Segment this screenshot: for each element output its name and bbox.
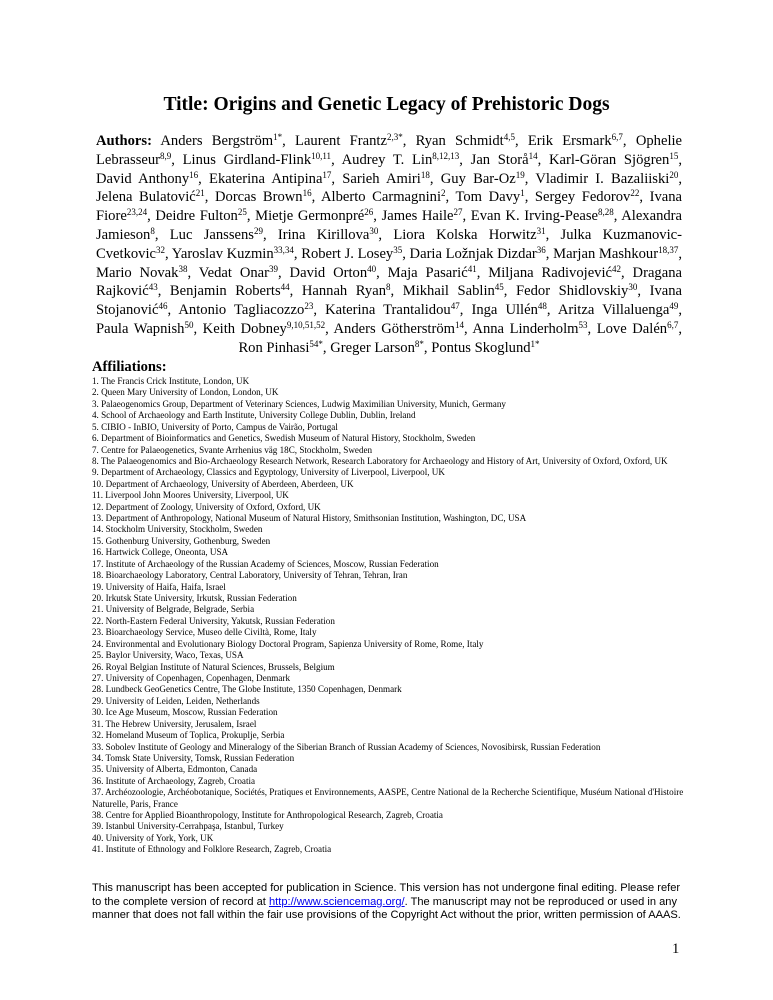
author-names [96, 133, 682, 356]
affiliations-list [92, 376, 688, 856]
affiliation-item: 10. Department of Archaeology, University of Aberdeen, Aberdeen, UK [92, 478, 354, 489]
author [431, 340, 539, 356]
author-name: Linus Girdland-Flink [182, 151, 312, 168]
author: Ivana Stojanović$^{46}$, [96, 283, 682, 319]
author-affiliation-mark: 16 [302, 188, 312, 199]
author-affiliation-mark: 45 [494, 282, 504, 293]
author-name: Luc Janssens [169, 226, 254, 243]
author-affiliation-mark: 44 [280, 282, 290, 293]
author: Benjamin Roberts$^{44}$, [169, 282, 294, 300]
author-affiliation-mark: 31 [536, 225, 546, 236]
author-name: David Orton [289, 264, 368, 281]
author: Evan K. Irving-Pease$^{8,28}$, [470, 207, 618, 225]
page-number: 1 [672, 941, 680, 957]
author: Liora Kolska Horwitz$^{31}$, [393, 225, 550, 243]
author: Robert J. Losey$^{35}$, [301, 244, 406, 262]
author-name: Jan Storå [470, 151, 529, 168]
author-name: Ryan Schmidt [415, 133, 504, 149]
author-name: Marjan Mashkour [553, 245, 659, 262]
author-name: Irina Kirillova [277, 226, 370, 243]
author-name: Anders Bergström [160, 133, 274, 149]
author: Luc Janssens$^{29}$, [169, 225, 267, 243]
author-affiliation-mark: 22 [630, 188, 640, 199]
author-affiliation-mark: 21 [195, 188, 205, 199]
author: Marjan Mashkour$^{18,37}$, [553, 244, 682, 262]
author-name: Liora Kolska Horwitz [393, 226, 537, 243]
author: Dragana Rajković$^{43}$, [96, 264, 682, 300]
author-name: David Anthony [96, 170, 190, 187]
author-affiliation-mark: 41 [467, 263, 477, 274]
author-affiliation-mark: 50 [184, 319, 194, 330]
author-name: Alberto Carmagnini [321, 189, 442, 206]
author-affiliation-mark: 30 [628, 282, 638, 293]
author: Maja Pasarić$^{41}$, [387, 263, 481, 281]
author: Greger Larson$^{8*}$, [330, 338, 428, 356]
affiliation-item: 21. University of Belgrade, Belgrade, Serbia [92, 604, 255, 615]
author-name: Ron Pinhasi [238, 339, 310, 356]
affiliation-item: 4. School of Archaeology and Earth Institute, University College Dublin, Dublin, Ireland [92, 410, 416, 421]
author: Sarieh Amiri$^{18}$, [342, 169, 434, 187]
notice-text-after: . The manuscript may not be reproduced or used in any manner that does not fall within the fair use provisions of the Copyright Act without the prior, written permission of AAAS. [92, 895, 681, 922]
author: Audrey T. Lin$^{8,12,13}$, [341, 150, 463, 168]
affiliation-item: 20. Irkutsk State University, Irkutsk, Russian Federation [92, 593, 297, 604]
affiliation-item: 32. Homeland Museum of Toplica, Prokuplje, Serbia [92, 730, 285, 741]
author-affiliation-mark: 9,10,51,52 [286, 319, 326, 330]
author: Mario Novak$^{38}$, [96, 263, 192, 281]
author-affiliation-mark: 54* [309, 338, 323, 349]
author-name: Dragana Rajković [96, 264, 682, 300]
author-affiliation-mark: 42 [612, 263, 622, 274]
author: Ophelie Lebrasseur$^{8,9}$, [96, 133, 683, 168]
author-name: Fedor Shidlovskiy [516, 283, 629, 300]
author: Tom Davy$^1$, [455, 188, 529, 206]
author: Anders Götherström$^{14}$, [333, 319, 468, 337]
author-affiliation-mark: 18,37 [658, 244, 679, 255]
author-affiliation-mark: 26 [364, 207, 374, 218]
author-affiliation-mark: 48 [537, 301, 547, 312]
author-affiliation-mark: 10,11 [311, 150, 332, 161]
author: Karl-Göran Sjögren$^{15}$, [548, 150, 682, 168]
affiliation-item: 31. The Hebrew University, Jerusalem, Israel [92, 718, 257, 729]
author-name: Anders Götherström [333, 320, 455, 337]
author-name: Daria Ložnjak Dizdar [409, 245, 537, 262]
author: Antonio Tagliacozzo$^{23}$, [178, 301, 317, 319]
author-name: Mikhail Sablin [402, 283, 495, 300]
author: Daria Ložnjak Dizdar$^{36}$, [409, 244, 550, 262]
author-affiliation-mark: 53 [578, 319, 588, 330]
author-name: Paula Wapnish [96, 320, 185, 337]
author: David Anthony$^{16}$, [96, 169, 202, 187]
affiliation-item: 12. Department of Zoology, University of Oxford, Oxford, UK [92, 501, 321, 512]
affiliation-item: 5. CIBIO - InBIO, University of Porto, Campus de Vairão, Portugal [92, 421, 338, 432]
author-name: Benjamin Roberts [169, 283, 281, 300]
author-name: Jelena Bulatović [96, 189, 196, 206]
affiliation-item: 16. Hartwick College, Oneonta, USA [92, 547, 229, 558]
author-affiliation-mark: 8* [414, 338, 424, 349]
affiliation-item: 24. Environmental and Evolutionary Biology Doctoral Program, Sapienza University of Rome, Rome, Italy [92, 638, 484, 649]
affiliation-item: 30. Ice Age Museum, Moscow, Russian Federation [92, 707, 278, 718]
author-name: Vladimir I. Bazaliiski [535, 170, 670, 187]
author-name: Vedat Onar [198, 264, 270, 281]
author-affiliation-mark: 8 [150, 225, 155, 236]
author: Inga Ullén$^{48}$, [471, 301, 551, 319]
affiliation-item: 2. Queen Mary University of London, London, UK [92, 387, 279, 398]
sciencemag-link[interactable]: http://www.sciencemag.org/ [268, 895, 405, 908]
affiliation-item: 37. Archéozoologie, Archéobotanique, Sociétés, Pratiques et Environnements, AASPE, Centre National de la Recherche Scientifique, Muséum National d'Histoire Naturelle, Paris, France [92, 787, 684, 809]
author-affiliation-mark: 38 [178, 263, 188, 274]
author-name: Erik Ersmark [527, 133, 612, 149]
author-name: Greger Larson [330, 339, 415, 356]
author-name: Aritza Villaluenga [557, 302, 670, 319]
author: Guy Bar-Oz$^{19}$, [440, 169, 529, 187]
author-affiliation-mark: 2 [441, 188, 446, 199]
author-affiliation-mark: 29 [253, 225, 263, 236]
author: Paula Wapnish$^{50}$, [96, 319, 198, 337]
author: Fedor Shidlovskiy$^{30}$, [516, 282, 642, 300]
author: Ivana Fiore$^{23,24}$, [96, 189, 682, 225]
author-affiliation-mark: 1 [520, 188, 525, 199]
author: Aritza Villaluenga$^{49}$, [557, 301, 682, 319]
author-name: Robert J. Losey [301, 245, 394, 262]
publication-notice [92, 882, 688, 923]
author-affiliation-mark: 17 [322, 169, 332, 180]
affiliation-item: 11. Liverpool John Moores University, Liverpool, UK [92, 490, 289, 501]
affiliation-item: 25. Baylor University, Waco, Texas, USA [92, 650, 244, 661]
affiliation-item: 7. Centre for Palaeogenetics, Svante Arrhenius väg 18C, Stockholm, Sweden [92, 444, 373, 455]
author-affiliation-mark: 39 [269, 263, 279, 274]
affiliation-item: 33. Sobolev Institute of Geology and Mineralogy of the Siberian Branch of Russian Academy of Sciences, Novosibirsk, Russian Federation [92, 741, 601, 752]
author-affiliation-mark: 23,24 [126, 207, 148, 218]
author-affiliation-mark: 15 [669, 150, 679, 161]
author-affiliation-mark: 1* [530, 338, 540, 349]
author: Keith Dobney$^{9,10,51,52}$, [202, 319, 329, 337]
author-affiliation-mark: 35 [393, 244, 403, 255]
author-name: Sarieh Amiri [342, 170, 421, 187]
author-affiliation-mark: 8 [386, 282, 391, 293]
affiliation-item: 34. Tomsk State University, Tomsk, Russian Federation [92, 752, 295, 763]
author: Erik Ersmark$^{6,7}$, [527, 132, 627, 149]
affiliation-item: 1. The Francis Crick Institute, London, UK [92, 376, 250, 386]
author-name: Laurent Frantz [295, 133, 387, 149]
affiliation-item: 8. The Palaeogenomics and Bio-Archaeology Research Network, Research Laboratory for Archaeology and History of Art, University of Oxford, Oxford, UK [92, 455, 668, 466]
author-name: Ivana Stojanović [96, 283, 682, 319]
affiliation-item: 22. North-Eastern Federal University, Yakutsk, Russian Federation [92, 615, 335, 626]
author-name: Hannah Ryan [301, 283, 387, 300]
author-list [96, 132, 682, 358]
affiliation-item: 13. Department of Anthropology, National Museum of Natural History, Smithsonian Institution, Washington, DC, USA [92, 513, 527, 524]
author-affiliation-mark: 47 [450, 301, 460, 312]
author: Yaroslav Kuzmin$^{33,34}$, [171, 244, 298, 262]
author-affiliation-mark: 33,34 [273, 244, 294, 255]
author-name: Pontus Skoglund [431, 339, 531, 356]
affiliation-item: 27. University of Copenhagen, Copenhagen, Denmark [92, 672, 290, 683]
affiliation-item: 28. Lundbeck GeoGenetics Centre, The Globe Institute, 1350 Copenhagen, Denmark [92, 684, 402, 695]
author: Jan Storå$^{14}$, [470, 150, 542, 168]
author-affiliation-mark: 25 [237, 207, 247, 218]
author-name: Alexandra Jamieson [96, 208, 682, 243]
author-name: James Haile [381, 208, 454, 225]
affiliation-item: 15. Gothenburg University, Gothenburg, Sweden [92, 535, 271, 546]
author-affiliation-mark: 2,3* [386, 132, 403, 142]
author-name: Yaroslav Kuzmin [171, 245, 274, 262]
author: Ryan Schmidt$^{4,5}$, [415, 132, 519, 149]
author: Katerina Trantalidou$^{47}$, [325, 301, 464, 319]
author-affiliation-mark: 46 [158, 301, 168, 312]
author-affiliation-mark: 1* [273, 132, 283, 142]
author-affiliation-mark: 30 [369, 225, 379, 236]
author-affiliation-mark: 18 [420, 169, 430, 180]
author: Ekaterina Antipina$^{17}$, [209, 169, 336, 187]
author: Julka Kuzmanovic-Cvetkovic$^{32}$, [96, 226, 682, 262]
author: David Orton$^{40}$, [289, 263, 380, 281]
author-name: Maja Pasarić [387, 264, 468, 281]
affiliation-item: 41. Institute of Ethnology and Folklore Research, Zagreb, Croatia [92, 844, 332, 855]
affiliation-item: 19. University of Haifa, Haifa, Israel [92, 581, 226, 592]
affiliation-item: 35. University of Alberta, Edmonton, Canada [92, 764, 258, 775]
author: Linus Girdland-Flink$^{10,11}$, [182, 150, 335, 168]
author-affiliation-mark: 4,5 [503, 132, 515, 142]
author: Alberto Carmagnini$^2$, [321, 188, 450, 206]
author-affiliation-mark: 20 [669, 169, 679, 180]
author: James Haile$^{27}$, [381, 207, 467, 225]
affiliation-item: 17. Institute of Archaeology of the Russian Academy of Sciences, Moscow, Russian Federation [92, 558, 439, 569]
author-name: Evan K. Irving-Pease [470, 208, 598, 225]
author-name: Tom Davy [455, 189, 521, 206]
author-affiliation-mark: 23 [304, 301, 314, 312]
author-name: Inga Ullén [471, 302, 538, 319]
author-affiliation-mark: 43 [148, 282, 158, 293]
author-name: Guy Bar-Oz [440, 170, 516, 187]
author: Miljana Radivojević$^{42}$, [488, 263, 625, 281]
author-name: Miljana Radivojević [488, 264, 613, 281]
author-name: Ekaterina Antipina [209, 170, 323, 187]
affiliation-item: 26. Royal Belgian Institute of Natural Sciences, Brussels, Belgium [92, 661, 335, 672]
author: Laurent Frantz$^{2,3*}$, [295, 132, 407, 149]
author-name: Dorcas Brown [214, 189, 303, 206]
author: Vladimir I. Bazaliiski$^{20}$, [535, 169, 682, 187]
author-name: Deidre Fulton [155, 208, 238, 225]
affiliation-item: 14. Stockholm University, Stockholm, Sweden [92, 524, 263, 535]
author: Love Dalén$^{6,7}$, [596, 319, 683, 337]
author: Hannah Ryan$^8$, [301, 282, 395, 300]
author: Mietje Germonpré$^{26}$, [255, 207, 377, 225]
author-affiliation-mark: 8,12,13 [432, 150, 460, 161]
author-name: Karl-Göran Sjögren [548, 151, 670, 168]
author: Alexandra Jamieson$^8$, [96, 208, 682, 243]
affiliations-heading: Affiliations: [92, 359, 167, 375]
paper-title: Title: Origins and Genetic Legacy of Prehistoric Dogs [163, 94, 610, 115]
author-affiliation-mark: 14 [455, 319, 464, 330]
affiliation-item: 9. Department of Archaeology, Classics and Egyptology, University of Liverpool, Liverpool, UK [92, 467, 445, 478]
affiliation-item: 18. Bioarchaeology Laboratory, Central Laboratory, University of Tehran, Tehran, Iran [92, 570, 408, 581]
author: Ron Pinhasi$^{54*}$, [238, 338, 327, 356]
author: Anders Bergström$^{1*}$, [160, 132, 286, 149]
author-affiliation-mark: 27 [453, 207, 463, 218]
author-affiliation-mark: 6,7 [611, 132, 623, 142]
affiliation-item: 38. Centre for Applied Bioanthropology, Institute for Anthropological Research, Zagreb, Croatia [92, 810, 443, 821]
author-name: Katerina Trantalidou [325, 302, 451, 319]
affiliation-item: 36. Institute of Archaeology, Zagreb, Croatia [92, 775, 256, 786]
author-name: Mietje Germonpré [255, 208, 365, 225]
authors-label: Authors: [96, 133, 152, 149]
author: Jelena Bulatović$^{21}$, [96, 188, 209, 206]
author-affiliation-mark: 32 [156, 244, 165, 255]
author-name: Mario Novak [96, 264, 179, 281]
affiliation-item: 23. Bioarchaeology Service, Museo delle Civiltà, Rome, Italy [92, 627, 317, 638]
author-name: Julka Kuzmanovic-Cvetkovic [96, 226, 682, 262]
author-affiliation-mark: 8,9 [160, 150, 172, 161]
author-affiliation-mark: 19 [515, 169, 525, 180]
author-name: Anna Linderholm [472, 320, 579, 337]
author: Anna Linderholm$^{53}$, [472, 319, 592, 337]
author: Mikhail Sablin$^{45}$, [402, 282, 508, 300]
affiliation-item: 6. Department of Bioinformatics and Genetics, Swedish Museum of Natural History, Stockholm, Sweden [92, 433, 476, 444]
affiliation-item: 39. Istanbul University-Cerrahpaşa, Istanbul, Turkey [92, 821, 284, 832]
affiliation-item: 40. University of York, York, UK [92, 832, 214, 843]
author-name: Ophelie Lebrasseur [96, 133, 683, 168]
author: Deidre Fulton$^{25}$, [155, 207, 251, 225]
author-affiliation-mark: 6,7 [667, 319, 679, 330]
author-affiliation-mark: 14 [528, 150, 538, 161]
author: Dorcas Brown$^{16}$, [214, 188, 316, 206]
affiliation-item: 29. University of Leiden, Leiden, Netherlands [92, 695, 260, 706]
author: Irina Kirillova$^{30}$, [277, 225, 383, 243]
author-name: Ivana Fiore [96, 189, 682, 225]
author-name: Sergey Fedorov [534, 189, 631, 206]
author-affiliation-mark: 8,28 [597, 207, 614, 218]
author-name: Antonio Tagliacozzo [178, 302, 305, 319]
author-affiliation-mark: 49 [669, 301, 679, 312]
author: Sergey Fedorov$^{22}$, [534, 188, 644, 206]
author-affiliation-mark: 40 [367, 263, 377, 274]
author-affiliation-mark: 36 [536, 244, 546, 255]
author-name: Keith Dobney [202, 320, 287, 337]
author: Vedat Onar$^{39}$, [198, 263, 282, 281]
author-name: Audrey T. Lin [341, 151, 433, 168]
author-name: Love Dalén [596, 320, 668, 337]
author-affiliation-mark: 16 [189, 169, 199, 180]
notice-text-before: This manuscript has been accepted for publication in Science. This version has not undergone final editing. Please refer to the complete version of record at [92, 882, 681, 908]
affiliation-item: 3. Palaeogenomics Group, Department of Veterinary Sciences, Ludwig Maximilian University, Munich, Germany [92, 398, 506, 409]
